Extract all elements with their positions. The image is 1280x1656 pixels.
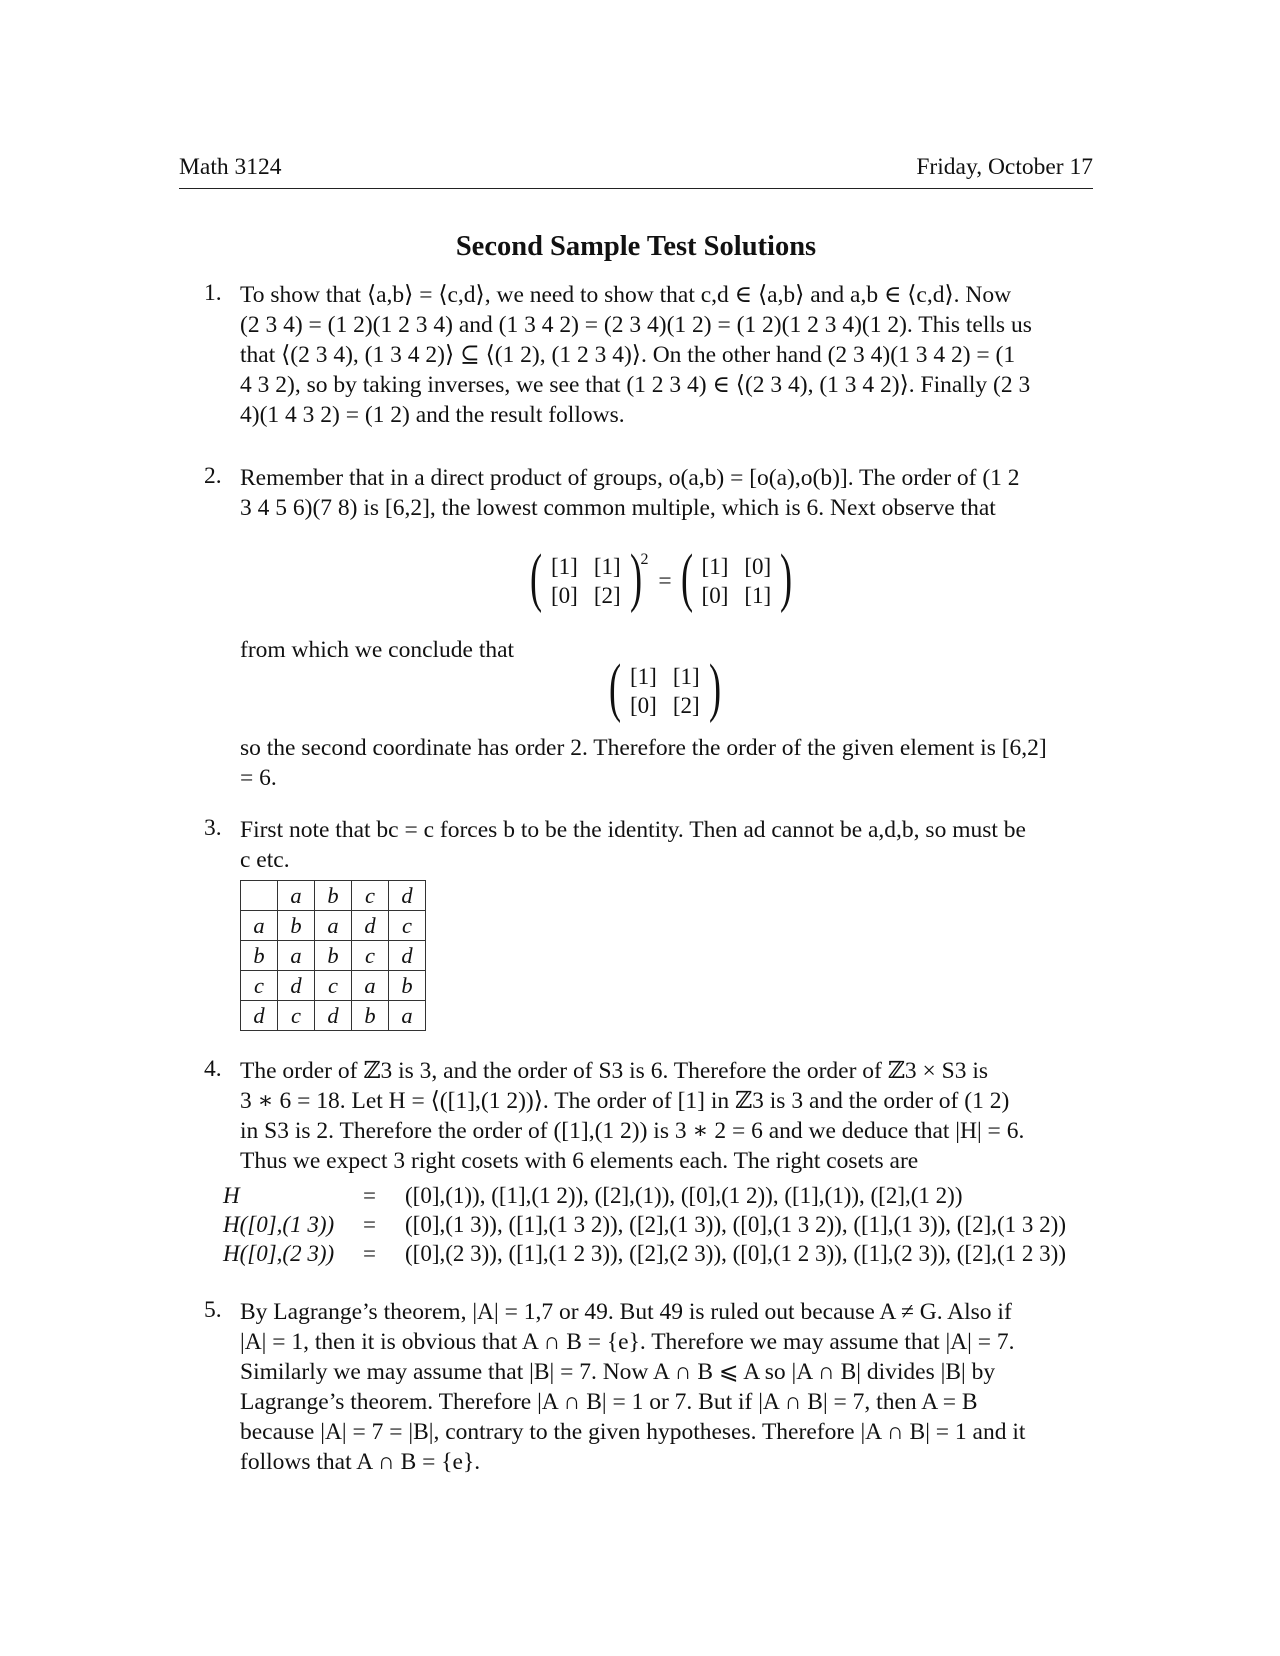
- course-label: Math 3124: [179, 154, 282, 180]
- text-line: follows that A ∩ B = {e}.: [240, 1449, 481, 1475]
- coset-row: [223, 1210, 1066, 1239]
- text-line: in S3 is 2. Therefore the order of ([1],(1 2)) is 3 ∗ 2 = 6 and we deduce that |H| = 6.: [240, 1118, 1025, 1144]
- text-line: so the second coordinate has order 2. Therefore the order of the given element is [6,2]: [240, 735, 1047, 761]
- equals-sign: =: [363, 1212, 376, 1237]
- problem-number: 1.: [204, 280, 222, 306]
- matrix-equation: [529, 541, 793, 614]
- table-cell: [241, 881, 278, 911]
- text-line: 3 ∗ 6 = 18. Let H = ⟨([1],(1 2))⟩. The order of [1] in ℤ3 is 3 and the order of (1 2): [240, 1088, 1010, 1114]
- coset-elements: ([0],(1 3)), ([1],(1 3 2)), ([2],(1 3)), ([0],(1 3 2)), ([1],(1 3)), ([2],(1 3 2)): [405, 1212, 1066, 1237]
- text-line: = 6.: [240, 765, 277, 791]
- equals-sign: =: [658, 567, 672, 594]
- table-cell: d: [389, 941, 426, 971]
- table-cell: a: [278, 881, 315, 911]
- text-line: 4)(1 4 3 2) = (1 2) and the result follows.: [240, 402, 625, 428]
- coset-elements: ([0],(1)), ([1],(1 2)), ([2],(1)), ([0],(1 2)), ([1],(1)), ([2],(1 2)): [405, 1183, 963, 1208]
- text-line: Lagrange’s theorem. Therefore |A ∩ B| = 1 or 7. But if |A ∩ B| = 7, then A = B: [240, 1389, 978, 1415]
- matrix-cell: [2]: [593, 583, 621, 608]
- table-row: [241, 971, 426, 1001]
- table-cell: b: [389, 971, 426, 1001]
- coset-label: H: [223, 1183, 240, 1208]
- matrix-cell: [1]: [630, 664, 657, 689]
- exponent: 2: [640, 551, 649, 569]
- table-row: [241, 941, 426, 971]
- coset-label: H([0],(1 3)): [223, 1212, 335, 1237]
- matrix-cell: [1]: [551, 554, 578, 579]
- table-cell: d: [278, 971, 315, 1001]
- coset-row: [223, 1239, 1066, 1268]
- table-cell: a: [278, 941, 315, 971]
- matrix-cell: [0]: [551, 583, 578, 608]
- text-line: 4 3 2), so by taking inverses, we see that (1 2 3 4) ∈ ⟨(2 3 4), (1 3 4 2)⟩. Finally (2 3: [240, 372, 1031, 398]
- problem-number: 3.: [204, 815, 222, 841]
- matrix-cell: [1]: [593, 554, 621, 579]
- table-cell: d: [315, 1001, 352, 1031]
- matrix-cell: [0]: [744, 554, 772, 579]
- text-line: Thus we expect 3 right cosets with 6 elements each. The right cosets are: [240, 1148, 919, 1174]
- text-line: Similarly we may assume that |B| = 7. Now A ∩ B ⩽ A so |A ∩ B| divides |B| by: [240, 1359, 996, 1385]
- text-line: c etc.: [240, 847, 290, 873]
- coset-elements: ([0],(2 3)), ([1],(1 2 3)), ([2],(2 3)), ([0],(1 2 3)), ([1],(2 3)), ([2],(1 2 3)): [405, 1241, 1066, 1266]
- text-line: (2 3 4) = (1 2)(1 2 3 4) and (1 3 4 2) = (2 3 4)(1 2) = (1 2)(1 2 3 4)(1 2). This tells us: [240, 312, 1032, 338]
- text-line: |A| = 1, then it is obvious that A ∩ B = {e}. Therefore we may assume that |A| = 7.: [240, 1329, 1015, 1355]
- table-cell: b: [278, 911, 315, 941]
- matrix-c-wrap: [608, 651, 721, 724]
- matrix-cell: [0]: [630, 693, 657, 718]
- matrix-a: ( [1] [1] [0] [2] ): [529, 541, 642, 614]
- coset-label: H([0],(2 3)): [223, 1241, 335, 1266]
- page-header: [179, 154, 1093, 189]
- table-cell: b: [352, 1001, 389, 1031]
- date-label: Friday, October 17: [916, 154, 1093, 180]
- matrix-b: ( [1] [0] [0] [1] ): [680, 541, 793, 614]
- table-cell: c: [389, 911, 426, 941]
- text-line: To show that ⟨a,b⟩ = ⟨c,d⟩, we need to show that c,d ∈ ⟨a,b⟩ and a,b ∈ ⟨c,d⟩. Now: [240, 282, 1012, 308]
- table-cell: d: [241, 1001, 278, 1031]
- problem-number: 2.: [204, 463, 222, 489]
- table-cell: c: [315, 971, 352, 1001]
- coset-list: [223, 1181, 1066, 1268]
- matrix-cell: [1]: [701, 554, 729, 579]
- table-cell: c: [241, 971, 278, 1001]
- table-cell: d: [389, 881, 426, 911]
- matrix-cell: [1]: [744, 583, 772, 608]
- text-line: By Lagrange’s theorem, |A| = 1,7 or 49. But 49 is ruled out because A ≠ G. Also if: [240, 1299, 1012, 1325]
- text-line: The order of ℤ3 is 3, and the order of S3 is 6. Therefore the order of ℤ3 × S3 is: [240, 1058, 989, 1084]
- table-cell: c: [352, 881, 389, 911]
- table-row: [241, 881, 426, 911]
- table-cell: a: [352, 971, 389, 1001]
- matrix-cell: [1]: [672, 664, 700, 689]
- table-cell: a: [315, 911, 352, 941]
- text-line: First note that bc = c forces b to be the identity. Then ad cannot be a,d,b, so must be: [240, 817, 1026, 843]
- text-line: 3 4 5 6)(7 8) is [6,2], the lowest common multiple, which is 6. Next observe that: [240, 495, 996, 521]
- equals-sign: =: [363, 1183, 376, 1208]
- table-cell: c: [278, 1001, 315, 1031]
- table-cell: b: [241, 941, 278, 971]
- table-cell: c: [352, 941, 389, 971]
- cayley-table: [240, 880, 426, 1031]
- conclusion-text: from which we conclude that: [240, 637, 515, 663]
- matrix-cell: [0]: [701, 583, 729, 608]
- equals-sign: =: [363, 1241, 376, 1266]
- matrix-cell: [2]: [672, 693, 700, 718]
- table-row: [241, 1001, 426, 1031]
- table-row: [241, 911, 426, 941]
- coset-row: [223, 1181, 1066, 1210]
- matrix-c: ( [1] [1] [0] [2] ): [608, 651, 721, 724]
- page-title: Second Sample Test Solutions: [455, 231, 817, 262]
- table-cell: b: [315, 941, 352, 971]
- problem-number: 4.: [204, 1056, 222, 1082]
- problem-number: 5.: [204, 1297, 222, 1323]
- text-line: because |A| = 7 = |B|, contrary to the given hypotheses. Therefore |A ∩ B| = 1 and it: [240, 1419, 1026, 1445]
- text-line: that ⟨(2 3 4), (1 3 4 2)⟩ ⊆ ⟨(1 2), (1 2 3 4)⟩. On the other hand (2 3 4)(1 3 4 2) = (1: [240, 342, 1016, 368]
- text-line: Remember that in a direct product of groups, o(a,b) = [o(a),o(b)]. The order of (1 2: [240, 465, 1020, 491]
- table-cell: b: [315, 881, 352, 911]
- table-cell: a: [389, 1001, 426, 1031]
- table-cell: d: [352, 911, 389, 941]
- table-cell: a: [241, 911, 278, 941]
